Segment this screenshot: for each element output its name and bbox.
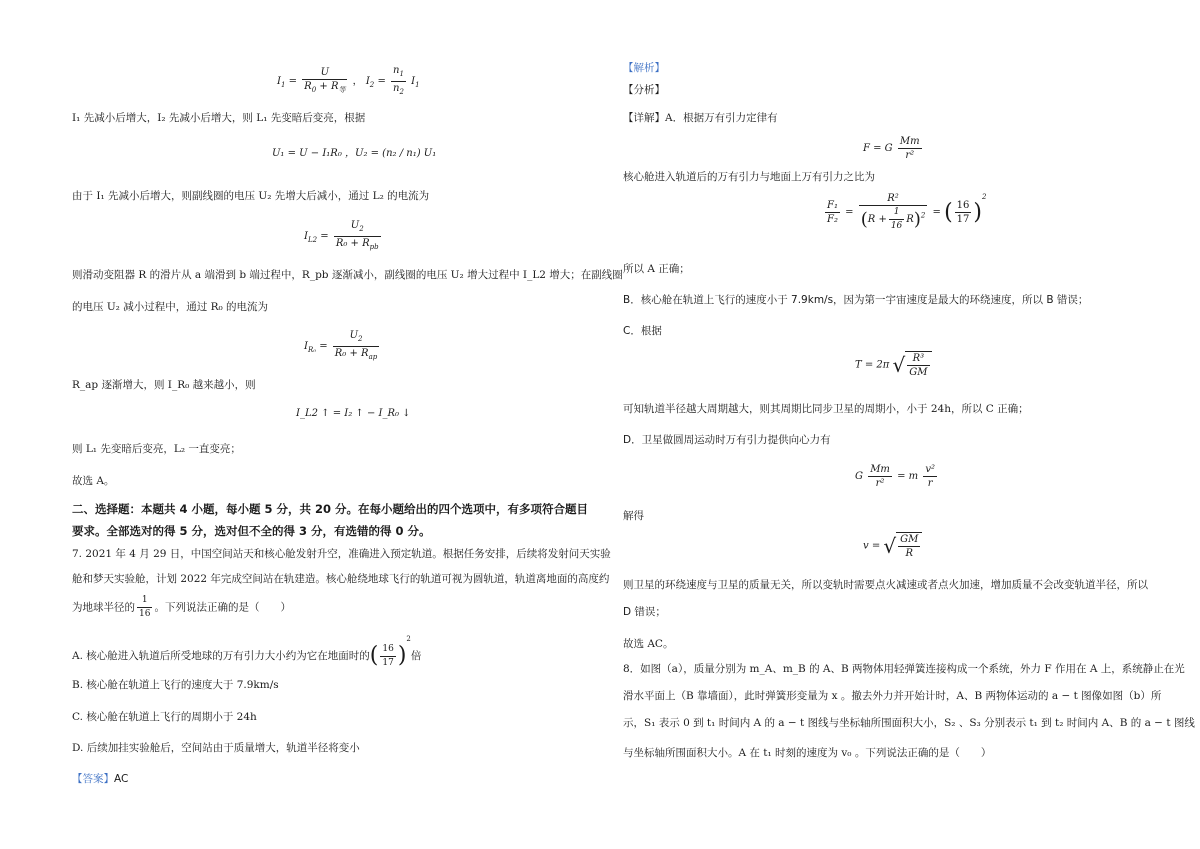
text-line: R_ap 逐渐增大，则 I_R₀ 越来越小，则	[72, 379, 256, 391]
text-line: I₁ 先减小后增大，I₂ 先减小后增大，则 L₁ 先变暗后变亮，根据	[72, 112, 366, 124]
option-c[interactable]: C. 核心舱在轨道上飞行的周期小于 24h	[72, 711, 257, 723]
equation-il2: $I_{L2}$ = $\frac{U_2}{R_0 + R_{pb}}$	[304, 220, 379, 251]
equation-i1-i2: $I_1$ = $\frac{U}{R_0 + R_等}$ ， $I_2$ = $\frac{n_1}{n_2}$ $I_1$	[277, 65, 420, 96]
equation-ir0: $I_{R_0}$ = $\frac{U_2}{R_0 + R_{ap}}$	[304, 330, 378, 361]
text-line: 由于 I₁ 先减小后增大，则副线圈的电压 U₂ 先增大后减小，通过 L₂ 的电流为	[72, 190, 430, 202]
question-8-line2: 滑水平面上（B 靠墙面），此时弹簧形变量为 x 。撤去外力并开始计时，A、B 两物体运动的 a − t 图像如图（b）所	[623, 690, 1162, 702]
section-heading-line1: 二、选择题：本题共 4 小题，每小题 5 分，共 20 分。在每小题给出的四个选项中，有多项符合题目	[72, 502, 589, 516]
question-8-line3: 示，S₁ 表示 0 到 t₁ 时间内 A 的 a − t 图线与坐标轴所围面积大小，S₂ 、S₃ 分别表示 t₁ 到 t₂ 时间内 A、B 的 a − t 图线	[623, 717, 1195, 729]
question-8-line4: 与坐标轴所围面积大小。A 在 t₁ 时刻的速度为 v₀ 。下列说法正确的是（ ）	[623, 747, 992, 759]
question-7-line3: 为地球半径的 $\frac{1}{16}$ 。下列说法正确的是（ ）	[72, 595, 291, 619]
question-7-line1: 7. 2021 年 4 月 29 日，中国空间站天和核心舱发射升空，准确进入预定轨道。根据任务安排，后续将发射问天实验	[72, 548, 611, 560]
text-line: 则滑动变阻器 R 的滑片从 a 端滑到 b 端过程中，R_pb 逐渐减小，副线圈的电压 U₂ 增大过程中 I_L2 增大；在副线圈	[72, 269, 623, 281]
text-line: 可知轨道半径越大周期越大，则其周期比同步卫星的周期小，小于 24h，所以 C 正确；	[623, 403, 1029, 415]
detail-a-line: 【详解】A．根据万有引力定律有	[623, 112, 778, 124]
text-line: 则 L₁ 先变暗后变亮，L₂ 一直变亮；	[72, 443, 241, 455]
question-7-line2: 舱和梦天实验舱，计划 2022 年完成空间站在轨建造。核心舱绕地球飞行的轨道可视为圆轨道，轨道离地面的高度约	[72, 573, 610, 585]
question-8-line1: 8．如图（a），质量分别为 m_A、m_B 的 A、B 两物体用轻弹簧连接构成一个系统，外力 F 作用在 A 上，系统静止在光	[623, 663, 1185, 675]
equation-current-relation: I_L2 ↑ = I₂ ↑ − I_R₀ ↓	[296, 408, 411, 419]
equation-period: T = 2π √ $\frac{\text{R³}}{GM}$	[855, 351, 932, 379]
text-line: B．核心舱在轨道上飞行的速度小于 7.9km/s，因为第一宇宙速度是最大的环绕速度，所以 B 错误；	[623, 294, 1089, 306]
text-line: 核心舱进入轨道后的万有引力与地面上万有引力之比为	[623, 171, 875, 183]
equation-centripetal: G $\frac{Mm}{\text{r²}}$ = m $\frac{\text{v²}}{r}$	[855, 464, 936, 489]
left-column	[72, 0, 623, 849]
analysis-subheading: 【分析】	[623, 84, 665, 96]
option-b[interactable]: B. 核心舱在轨道上飞行的速度大于 7.9km/s	[72, 679, 279, 691]
text-line: 解得	[623, 510, 644, 522]
equation-gravity: F = G $\frac{Mm}{\text{r²}}$	[863, 136, 920, 161]
right-column	[623, 0, 1195, 849]
analysis-label: 【解析】	[623, 62, 665, 74]
text-line: 的电压 U₂ 减小过程中，通过 R₀ 的电流为	[72, 301, 269, 313]
text-line: 故选 AC。	[623, 638, 674, 650]
equation-force-ratio: $\frac{\text{F₁}}{\text{F₂}}$ = R² (R + $\frac{1}{16}$ R)$^2$ = ( $\frac{16}{17}$ )$^2$	[827, 193, 987, 231]
text-line: D．卫星做圆周运动时万有引力提供向心力有	[623, 434, 831, 446]
option-d[interactable]: D. 后续加挂实验舱后，空间站由于质量增大，轨道半径将变小	[72, 742, 360, 754]
text-line: 则卫星的环绕速度与卫星的质量无关，所以变轨时需要点火减速或者点火加速，增加质量不会改变轨道半径，所以	[623, 579, 1148, 591]
answer-value: AC	[114, 773, 129, 785]
answer-label: 【答案】	[72, 773, 114, 785]
equation-u1-u2: U₁ = U − I₁R₀ ，U₂ = (n₂ / n₁) U₁	[272, 148, 437, 159]
text-line: D 错误；	[623, 606, 666, 618]
text-line: 故选 A。	[72, 475, 115, 487]
section-heading-line2: 要求。全部选对的得 5 分，选对但不全的得 3 分，有选错的得 0 分。	[72, 524, 431, 538]
option-a[interactable]: A. 核心舱进入轨道后所受地球的万有引力大小约为它在地面时的( $\frac{16}{17}$ )$^2$倍	[72, 635, 422, 668]
equation-velocity: v = √ $\frac{GM}{R}$	[863, 532, 922, 560]
text-line: C．根据	[623, 325, 662, 337]
text-line: 所以 A 正确；	[623, 263, 690, 275]
answer-line	[72, 772, 128, 786]
